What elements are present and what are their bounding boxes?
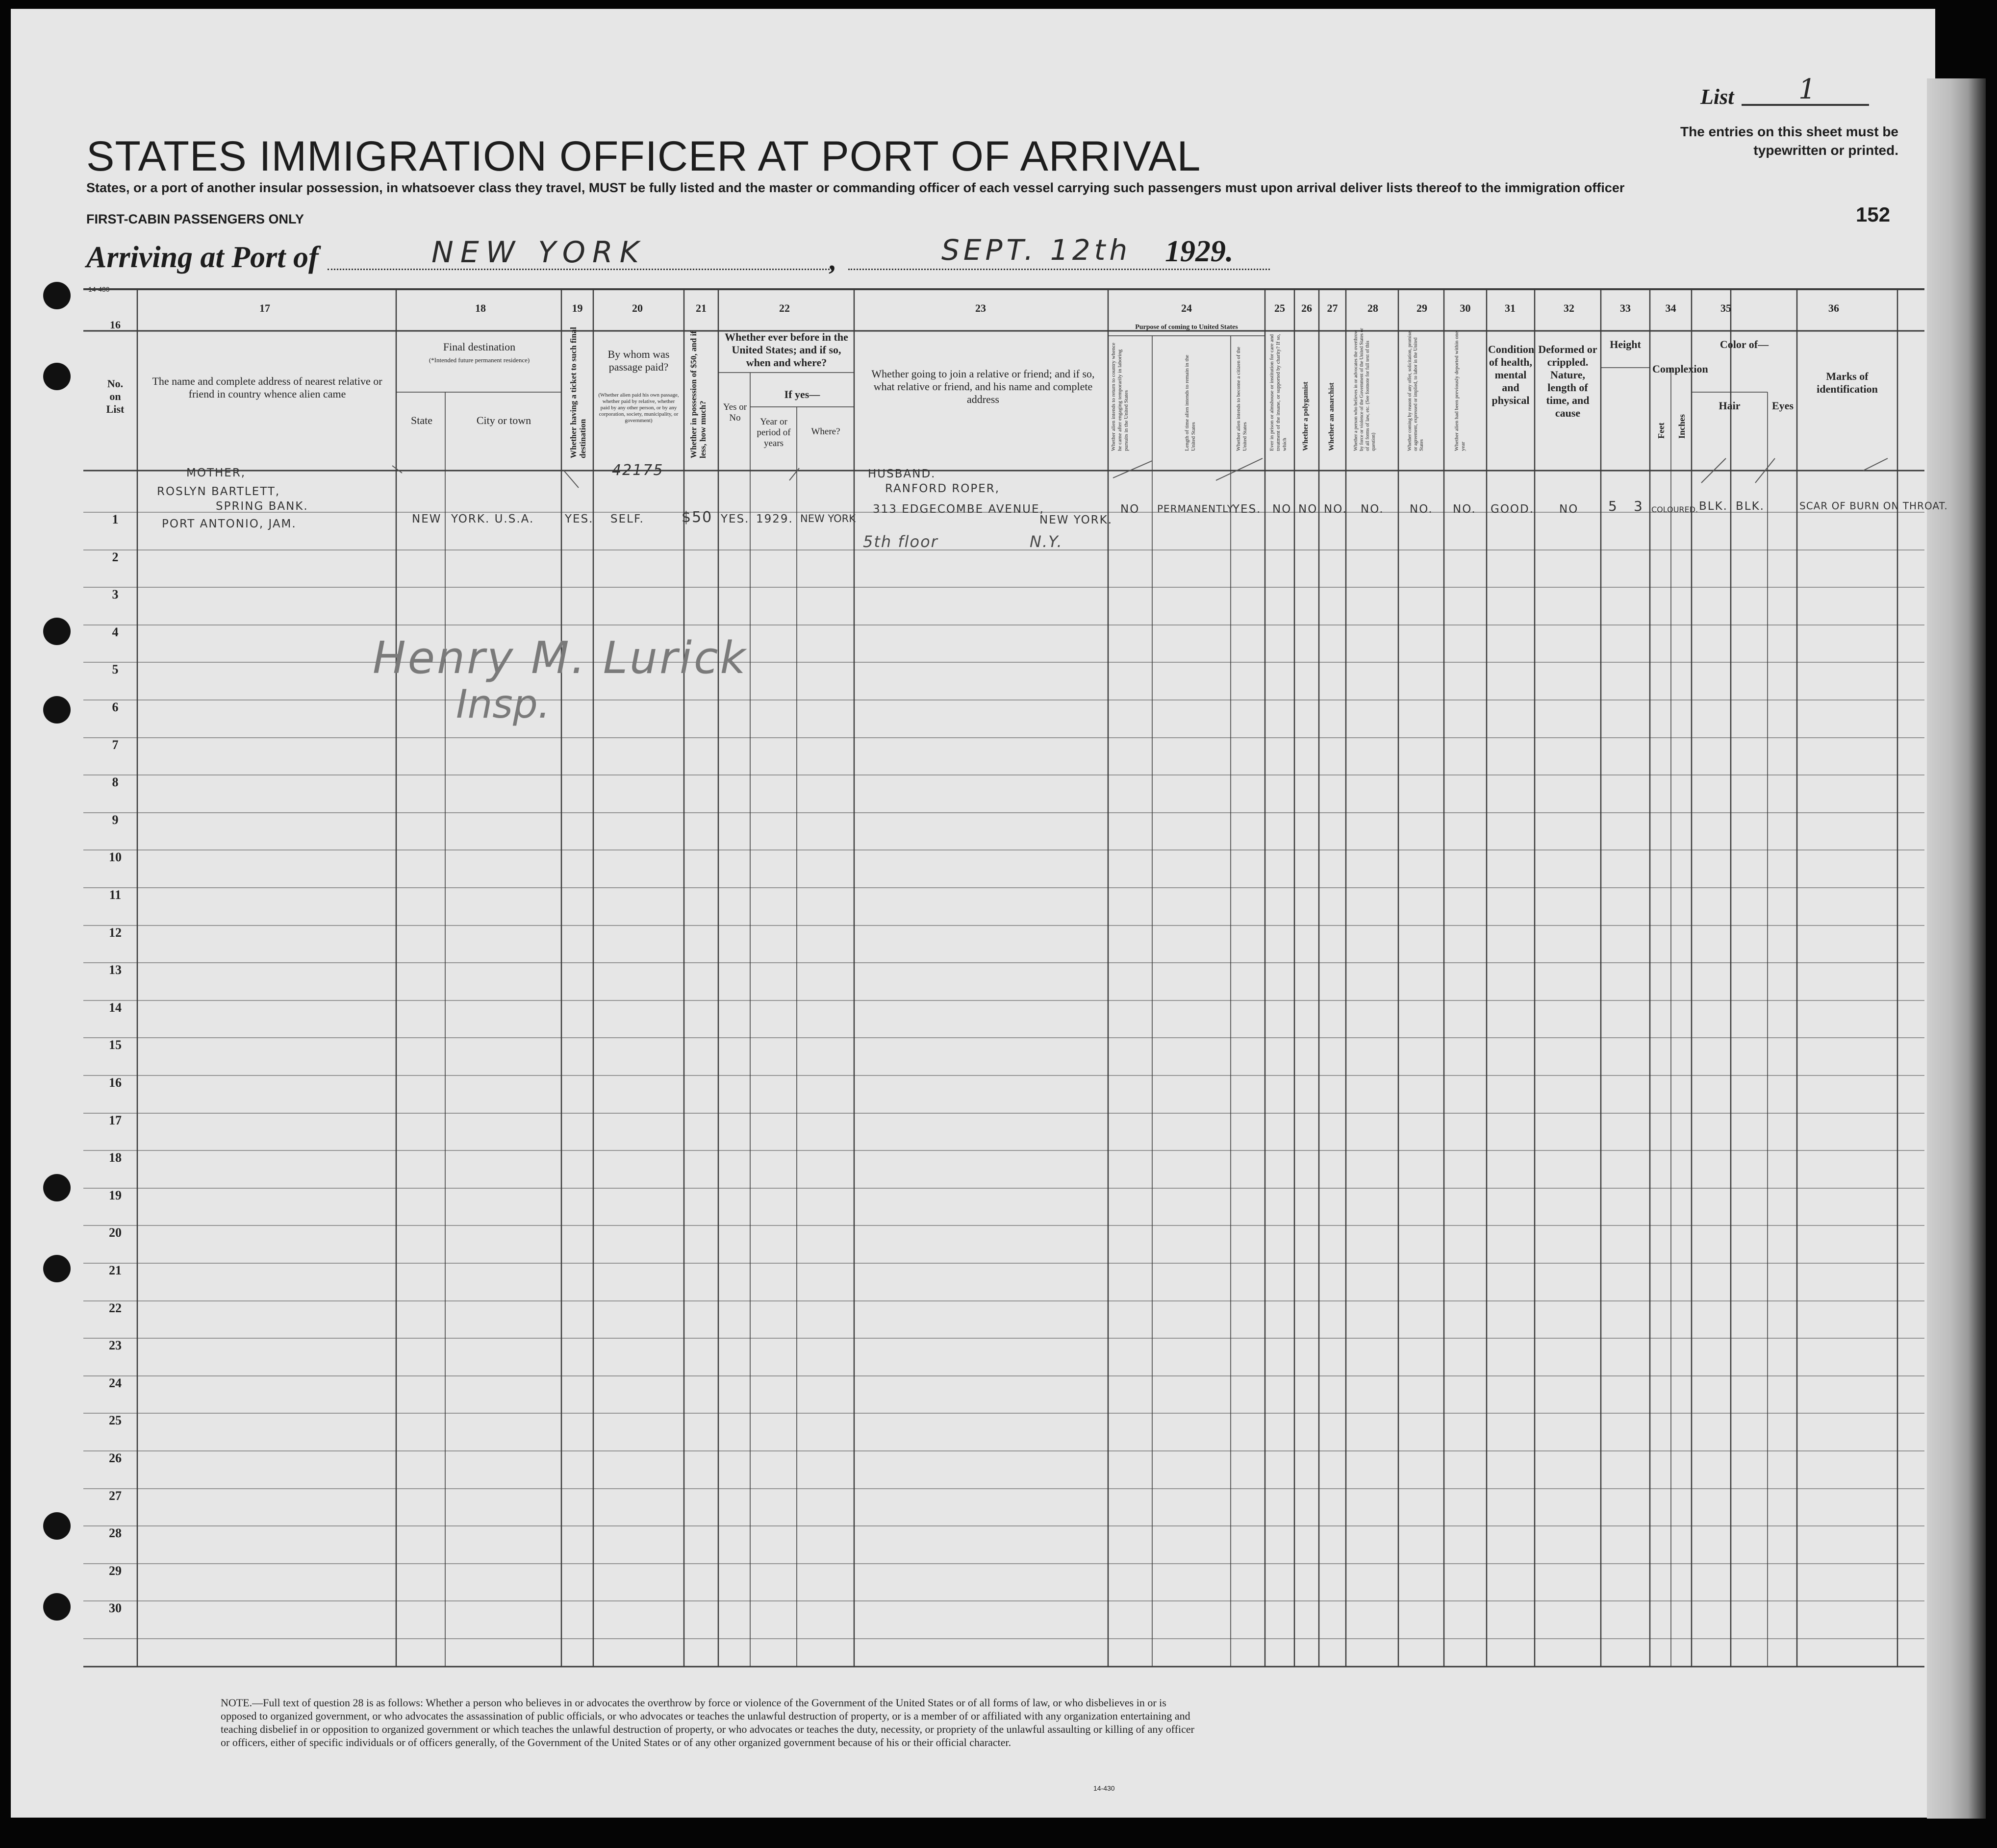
typewritten-notice: The entries on this sheet must be typewritten or printed.: [1680, 124, 1898, 158]
column-header-return: Whether alien intends to return to country whence he came after engaging temporarily in laboring pursuits in the United States: [1111, 343, 1129, 451]
relative-line: PORT ANTONIO, JAM.: [162, 518, 297, 530]
row-number: 13: [109, 963, 122, 977]
row-number: 17: [109, 1113, 122, 1127]
column-header-state: State: [411, 414, 432, 426]
row-number: 7: [112, 738, 119, 752]
column-number: 17: [259, 302, 270, 314]
row-number: 5: [112, 662, 119, 676]
handwritten-annotation: 42175: [612, 462, 664, 479]
relative-line: ROSLYN BARTLETT,: [157, 485, 280, 498]
row-number: 18: [109, 1150, 122, 1165]
arrival-year-value: 1929.: [1165, 235, 1234, 268]
column-header-destination: Final destination: [443, 341, 516, 353]
column-header-feet: Feet: [1656, 423, 1666, 439]
column-header-health: Condition of health, mental and physical: [1488, 343, 1535, 406]
column-number: 35: [1720, 302, 1731, 314]
column-header-if-yes: If yes—: [784, 388, 820, 400]
column-number: 31: [1505, 302, 1516, 314]
column-number: 21: [696, 302, 707, 314]
column-header-deported: Whether alien had been previously deported within one year: [1454, 331, 1466, 451]
prison-value: NO: [1272, 503, 1292, 516]
column-header-height: Height: [1610, 338, 1641, 350]
row-number: 14: [109, 1000, 122, 1015]
destination-state: NEW: [412, 513, 442, 525]
row-number: 21: [109, 1263, 122, 1277]
column-number: 29: [1416, 302, 1427, 314]
column-header-prison: Ever in prison or almshouse or institution for care and treatment of the insane, or supported by charity? If so, which: [1269, 334, 1288, 451]
joining-line: RANFORD ROPER,: [885, 482, 1000, 495]
page-title: STATES IMMIGRATION OFFICER AT PORT OF ARRIVAL: [86, 133, 1201, 180]
inspector-title: Insp.: [456, 681, 551, 727]
row-number: 30: [109, 1601, 122, 1615]
passenger-class-label: FIRST-CABIN PASSENGERS ONLY: [86, 212, 304, 226]
column-number: 20: [632, 302, 643, 314]
column-number: 34: [1665, 302, 1676, 314]
column-header-years: Year or period of years: [757, 417, 791, 449]
ticket-value: YES.: [565, 513, 594, 525]
column-header-complexion: Complexion: [1652, 363, 1708, 375]
row-number: 23: [109, 1338, 122, 1352]
form-code: 14-430: [88, 285, 110, 293]
inspector-signature: Henry M. Lurick: [373, 632, 748, 684]
deported-value: NO.: [1453, 503, 1476, 516]
passage-paid-value: SELF.: [610, 513, 644, 525]
column-header-marks: Marks of identification: [1817, 370, 1878, 395]
arrival-port-label: Arriving at Port of: [86, 241, 319, 274]
row-number: 11: [109, 888, 122, 902]
column-number: 33: [1620, 302, 1631, 314]
identification-marks-value: SCAR OF BURN ON THROAT.: [1799, 500, 1948, 512]
row-number: 4: [112, 625, 119, 639]
row-number: 10: [109, 850, 122, 864]
arrival-date-value: SEPT. 12th: [941, 233, 1132, 267]
column-header-money: Whether in possession of $50, and if less, how much?: [689, 331, 708, 458]
row-number: 6: [112, 700, 119, 714]
row-number: 9: [112, 813, 119, 827]
column-header-yes-no: Yes or No: [723, 402, 747, 423]
column-number: 26: [1301, 302, 1312, 314]
row-number: 8: [112, 775, 119, 789]
row-number: 20: [109, 1225, 122, 1240]
column-number: 23: [975, 302, 986, 314]
column-header-ticket: Whether having a ticket to such final destination: [569, 327, 587, 458]
joining-line: HUSBAND.: [868, 468, 936, 480]
column-header-relative: The name and complete address of nearest relative or friend in country whence alien came: [152, 375, 382, 400]
page-number: 152: [1856, 203, 1891, 226]
relative-line: MOTHER,: [186, 467, 246, 479]
column-header-inches: Inches: [1677, 414, 1687, 439]
footnote: NOTE.—Full text of question 28 is as follows: Whether a person who believes in or advocates the overthrow by force or violence of the Government of the United States or of all forms of law, or who disbelieves in or is opposed to organized government, or who advocates the assassination of public officials, or who advocates or teaches the unlawful destruction of property, or is a member of or affiliated with any organization entertaining and teaching disbelief in or opposition to organized government or which teaches the unlawful destruction of property, or who advocates or teaches the duty, necessity, or propriety of the unlawful assaulting or killing of any officer or officers, either of specific individuals or of officers generally, of the Government of the United States or of any other organized government because of his or their official character.: [221, 1697, 1194, 1748]
height-feet-value: 5: [1608, 498, 1618, 514]
return-value: NO: [1120, 503, 1140, 516]
relative-line: SPRING BANK.: [216, 500, 308, 513]
column-header-color: Color of—: [1719, 338, 1769, 350]
column-header-citizen: Whether alien intends to become a citizen of the United States: [1236, 347, 1248, 451]
prior-visit-year: 1929.: [756, 513, 793, 525]
row-number: 24: [109, 1376, 122, 1390]
column-header-destination-note: (*Intended future permanent residence): [429, 356, 530, 364]
column-number: 18: [475, 302, 486, 314]
row-number: 2: [112, 550, 119, 564]
health-value: GOOD.: [1491, 503, 1535, 516]
column-header-length: Length of time alien intends to remain in the United States: [1184, 354, 1196, 451]
length-of-stay-value: PERMANENTLY: [1157, 503, 1234, 515]
row-number: 19: [109, 1188, 122, 1202]
row-number: 27: [109, 1489, 122, 1503]
column-number: 27: [1327, 302, 1338, 314]
deformed-value: NO: [1559, 503, 1579, 516]
eye-color-value: BLK.: [1736, 500, 1765, 513]
column-header-passage: By whom was passage paid?: [607, 348, 670, 373]
column-header-anarchist: Whether an anarchist: [1328, 382, 1336, 451]
column-header-prior-visit: Whether ever before in the United States; and if so, when and where?: [725, 331, 848, 369]
offer-value: NO.: [1410, 503, 1433, 516]
page-subtitle: States, or a port of another insular possession, in whatsoever class they travel, MUST be fully listed and the master or commanding officer of each vessel carrying such passengers must upon arrival deliver lists thereof to the immigration officer: [86, 180, 1625, 195]
row-number: 28: [109, 1526, 122, 1540]
column-header-city: City or town: [476, 414, 531, 426]
list-number: 1: [1798, 74, 1816, 105]
column-number: 25: [1274, 302, 1285, 314]
row-number: 3: [112, 587, 119, 601]
column-number: 19: [572, 302, 583, 314]
row-number: 16: [109, 1075, 122, 1090]
column-header-list-number: No. on List: [106, 377, 125, 415]
hair-color-value: BLK.: [1699, 500, 1728, 513]
column-number: 22: [779, 302, 790, 314]
column-number: 30: [1460, 302, 1471, 314]
column-number: 16: [110, 319, 121, 331]
list-label: List: [1700, 85, 1734, 109]
column-header-offer: Whether coming by reason of any offer, solicitation, promise, or agreement, expressed or implied, to labor in the United States: [1407, 330, 1424, 451]
column-header-passage-note: (Whether alien paid his own passage, whether paid by relative, whether paid by any other person, or by any corporation, society, municipality, or government): [598, 392, 679, 424]
column-header-overthrow: Whether a person who believes in or advocates the overthrow by force or violence of the Government of the United States or of all forms of law, etc. (See footnote for full text of this question): [1353, 328, 1376, 451]
joining-note-state: N.Y.: [1030, 532, 1063, 551]
prior-visit-where: NEW YORK: [800, 513, 856, 524]
column-header-purpose: Purpose of coming to United States: [1135, 324, 1238, 331]
column-header-where: Where?: [811, 426, 840, 437]
joining-line: 313 EDGECOMBE AVENUE,: [873, 503, 1044, 516]
column-number: 24: [1181, 302, 1192, 314]
row-number: 26: [109, 1451, 122, 1465]
column-header-polygamist: Whether a polygamist: [1302, 381, 1310, 451]
citizen-value: YES.: [1233, 503, 1262, 516]
row-number: 1: [112, 512, 119, 526]
column-header-deformed: Deformed or crippled. Nature, length of time, and cause: [1538, 343, 1597, 419]
separator-comma: ,: [829, 246, 835, 276]
anarchist-value: NO.: [1324, 503, 1347, 516]
arrival-port-value: NEW YORK: [431, 235, 646, 270]
column-header-eyes: Eyes: [1772, 400, 1794, 412]
joining-line: NEW YORK.: [1039, 514, 1113, 526]
polygamist-value: NO: [1298, 503, 1318, 516]
joining-note: 5th floor: [863, 532, 938, 551]
column-header-joining: Whether going to join a relative or friend; and if so, what relative or friend, and his name and complete address: [871, 368, 1095, 405]
height-inches-value: 3: [1634, 498, 1643, 514]
row-number: 15: [109, 1038, 122, 1052]
row-number: 22: [109, 1301, 122, 1315]
form-code-bottom: 14-430: [1093, 1784, 1115, 1792]
overthrow-value: NO.: [1361, 503, 1384, 516]
row-number: 25: [109, 1413, 122, 1427]
column-header-hair: Hair: [1719, 400, 1741, 412]
complexion-value: COLOURED.: [1651, 505, 1698, 514]
column-number: 28: [1367, 302, 1378, 314]
column-number: 32: [1564, 302, 1574, 314]
row-number: 29: [109, 1564, 122, 1578]
column-number: 36: [1828, 302, 1839, 314]
money-value: $50: [682, 509, 713, 526]
destination-city: YORK. U.S.A.: [451, 513, 534, 525]
prior-visit-value: YES.: [721, 513, 750, 525]
row-number: 12: [109, 925, 122, 940]
